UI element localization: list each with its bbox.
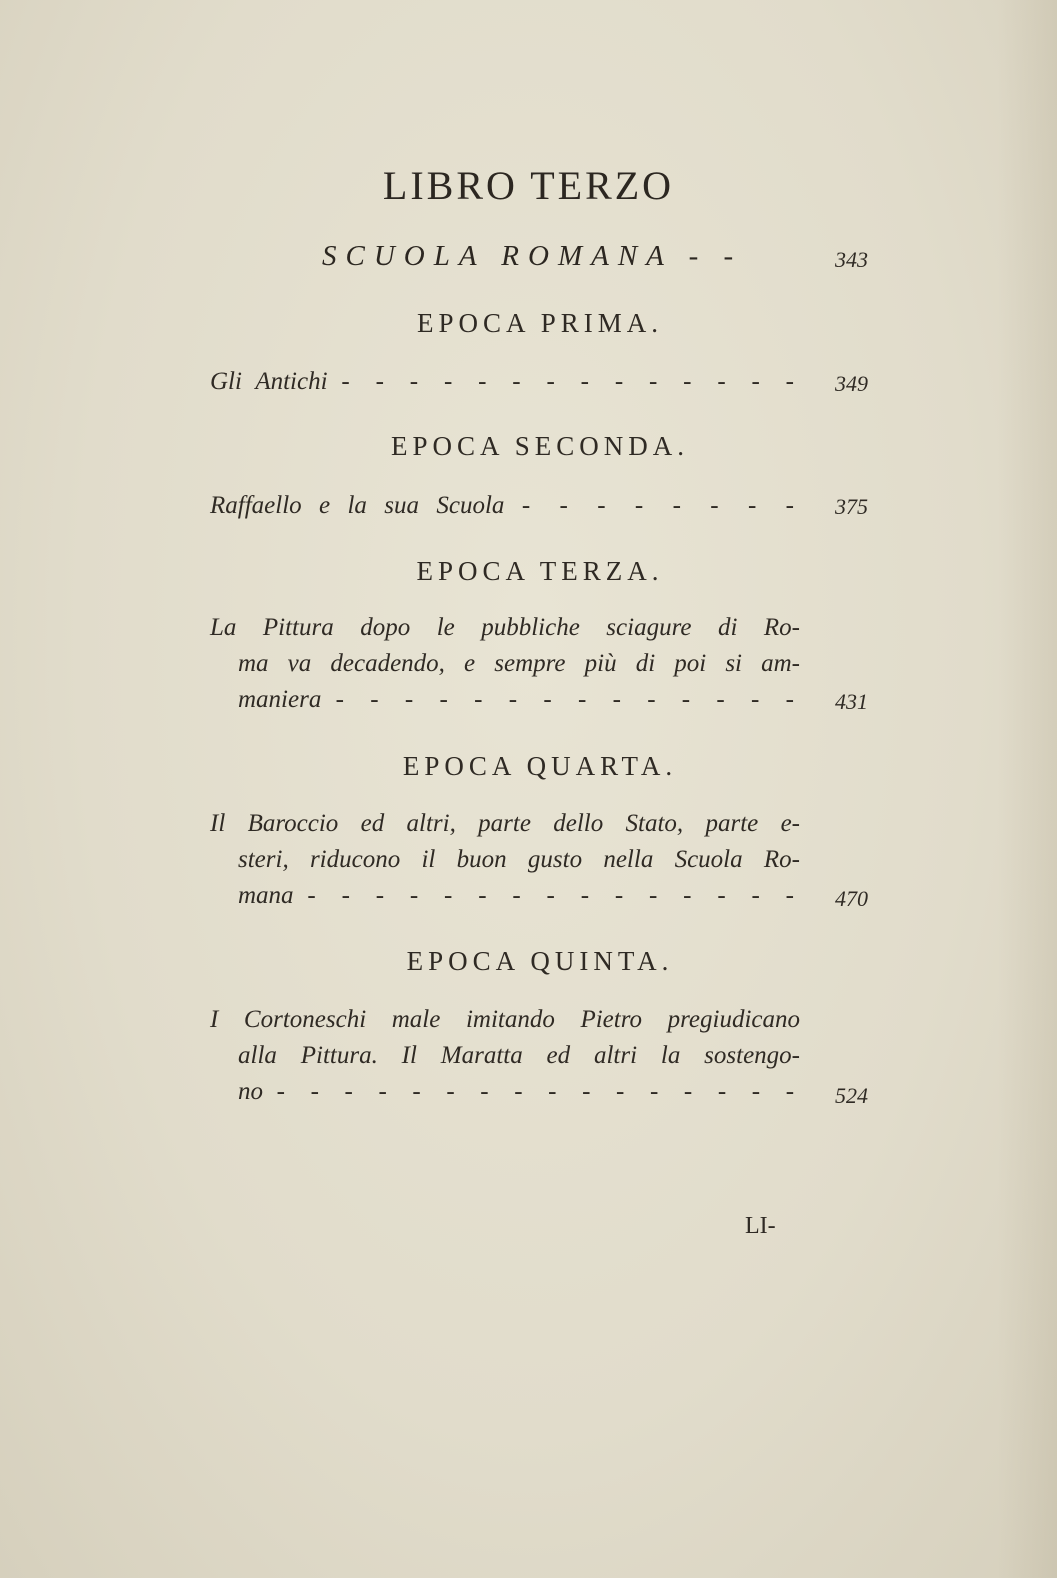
entry-page-number: 375 bbox=[835, 494, 868, 519]
toc-entry-line: La Pittura dopo le pubbliche sciagure di Ro- bbox=[210, 614, 800, 641]
dot-leader: - - - - - - - - - - - - - - - bbox=[307, 882, 800, 909]
toc-entry-line bbox=[210, 682, 800, 718]
toc-entry bbox=[210, 364, 800, 400]
page-edge-shadow bbox=[997, 0, 1057, 1578]
book-title: LIBRO TERZO bbox=[382, 163, 675, 208]
school-leader: - - bbox=[688, 240, 743, 272]
entry-page-number: 349 bbox=[835, 371, 868, 396]
toc-entry-line bbox=[210, 1074, 800, 1110]
entry-page-number: 431 bbox=[835, 689, 868, 714]
dot-leader: - - - - - - - - - - - - - - bbox=[341, 368, 801, 395]
entry-page-number: 524 bbox=[835, 1083, 868, 1108]
toc-entry-line: steri, riducono il buon gusto nella Scuola Ro- bbox=[238, 846, 800, 873]
entry-text: no bbox=[238, 1078, 263, 1105]
toc-entry bbox=[210, 610, 800, 718]
epoch-heading: EPOCA TERZA. bbox=[416, 556, 664, 586]
epoch-heading: EPOCA QUARTA. bbox=[402, 751, 678, 781]
school-name: SCUOLA ROMANA bbox=[322, 240, 673, 272]
epoch-heading: EPOCA SECONDA. bbox=[390, 431, 690, 461]
entry-text: maniera bbox=[238, 686, 322, 713]
epoch-heading: EPOCA PRIMA. bbox=[416, 308, 664, 338]
entry-text: Gli Antichi bbox=[210, 368, 328, 395]
entry-text: Raffaello e la sua Scuola bbox=[210, 492, 505, 519]
toc-entry-line: alla Pittura. Il Maratta ed altri la sostengo- bbox=[238, 1042, 800, 1069]
toc-entry-line: ma va decadendo, e sempre più di poi si am- bbox=[238, 650, 800, 677]
dot-leader: - - - - - - - - - - - - - - bbox=[335, 686, 800, 713]
toc-entry bbox=[210, 806, 800, 914]
toc-entry-line: Il Baroccio ed altri, parte dello Stato, parte e- bbox=[210, 810, 800, 837]
school-heading bbox=[322, 240, 742, 273]
epoch-heading: EPOCA QUINTA. bbox=[406, 946, 674, 976]
toc-entry-line bbox=[210, 364, 800, 400]
toc-entry bbox=[210, 488, 800, 524]
toc-entry-line: I Cortoneschi male imitando Pietro pregiudicano bbox=[210, 1006, 800, 1033]
entry-page-number: 470 bbox=[835, 886, 868, 911]
toc-entry-line bbox=[210, 878, 800, 914]
school-page-number: 343 bbox=[835, 247, 868, 272]
entry-text: mana bbox=[238, 882, 294, 909]
toc-entry bbox=[210, 1002, 800, 1110]
dot-leader: - - - - - - - - - - - - - - - - bbox=[276, 1078, 801, 1105]
signature-mark: LI- bbox=[745, 1213, 776, 1239]
toc-entry-line bbox=[210, 488, 800, 524]
dot-leader: - - - - - - - - bbox=[521, 492, 800, 519]
